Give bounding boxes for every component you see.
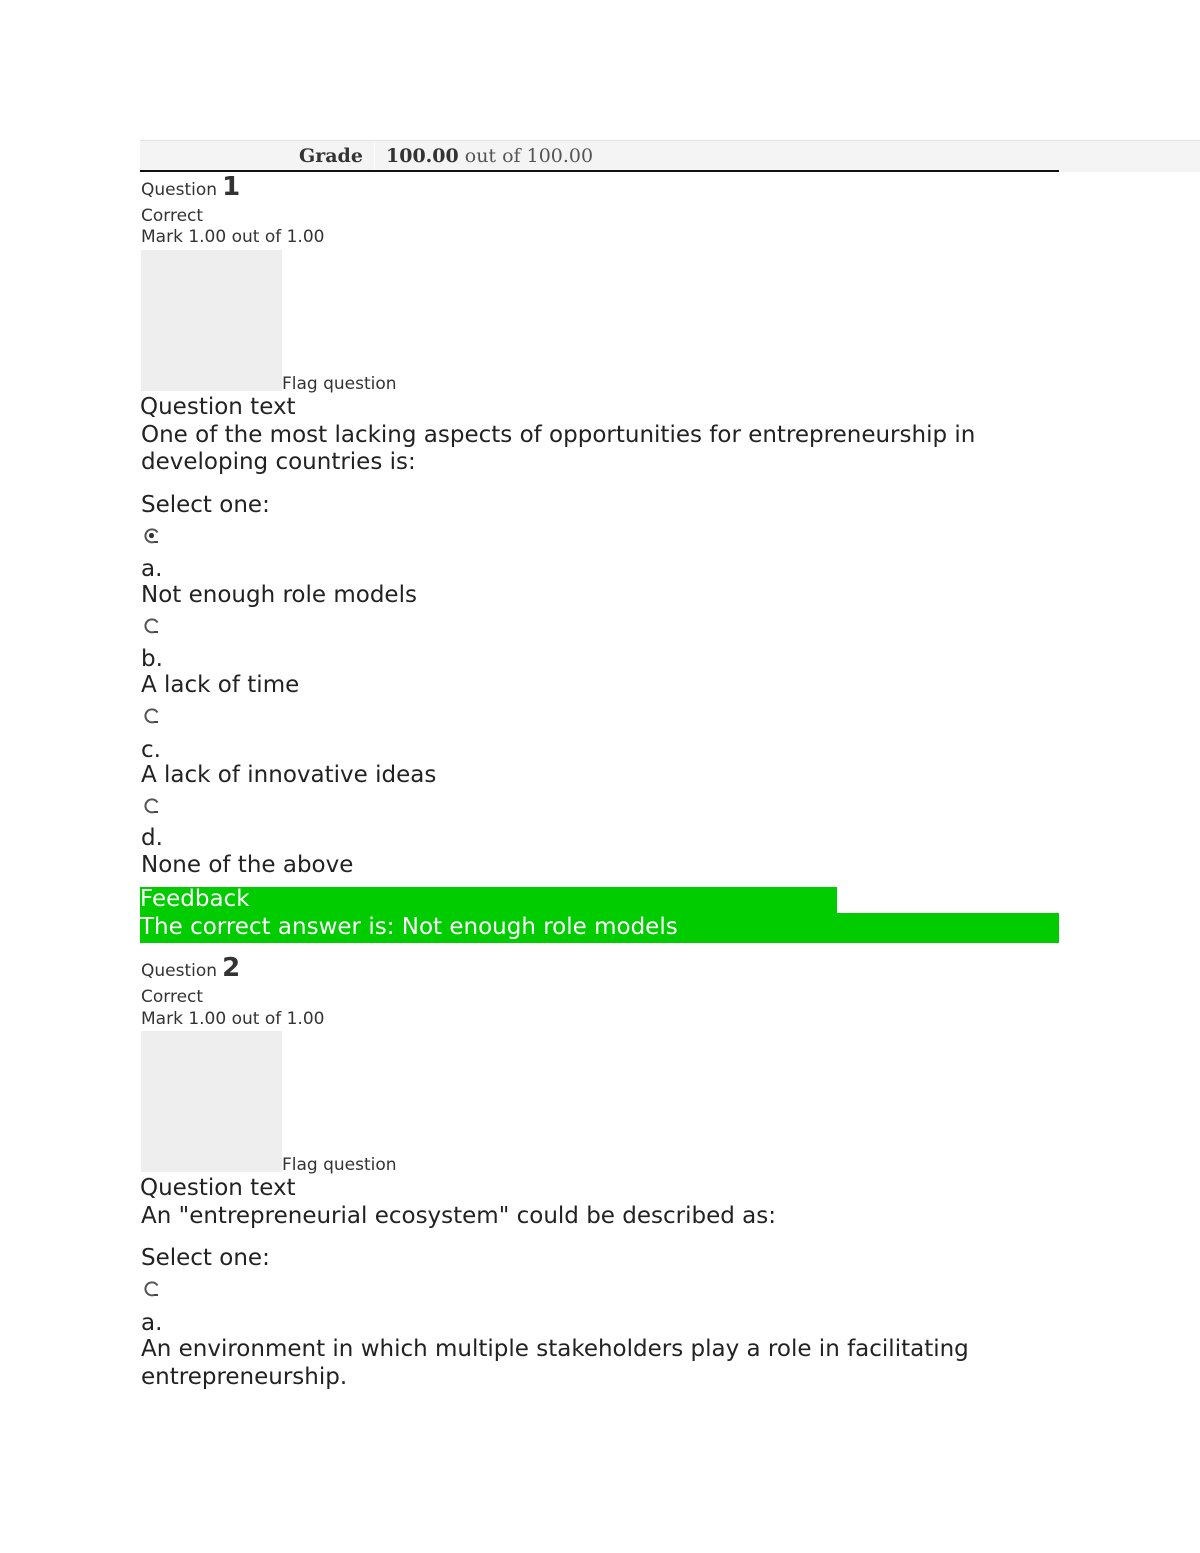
radio-icon[interactable] [143, 707, 160, 724]
question-2-text-heading: Question text [140, 1175, 296, 1201]
question-1-text-line-1: One of the most lacking aspects of opportunities for entrepreneurship in [141, 422, 976, 448]
question-2-prompt: Select one: [141, 1245, 270, 1271]
option-text-line-1[interactable]: An environment in which multiple stakeholders play a role in facilitating [141, 1336, 969, 1362]
question-1-mark: Mark 1.00 out of 1.00 [141, 227, 325, 247]
option-letter: a. [141, 556, 163, 582]
option-text-line-2[interactable]: entrepreneurship. [141, 1364, 348, 1390]
question-1-text-heading: Question text [140, 394, 296, 420]
question-2-flag-link[interactable]: Flag question [282, 1155, 397, 1175]
question-2-flag-image[interactable] [141, 1031, 282, 1172]
option-text[interactable]: Not enough role models [141, 582, 417, 608]
question-2-status: Correct [141, 987, 204, 1007]
question-1-status: Correct [141, 206, 204, 226]
grade-cell-divider [374, 143, 375, 169]
option-letter: b. [141, 646, 163, 672]
radio-icon[interactable] [143, 1280, 160, 1297]
option-text[interactable]: A lack of time [141, 672, 300, 698]
radio-icon[interactable] [143, 797, 160, 814]
question-number: 1 [222, 172, 241, 202]
grade-score: 100.00 [386, 145, 459, 167]
question-1-flag-image[interactable] [141, 250, 282, 391]
question-1-flag-link[interactable]: Flag question [282, 374, 397, 394]
grade-out-of: out of 100.00 [458, 145, 594, 167]
feedback-heading: Feedback [140, 886, 250, 912]
question-2-mark: Mark 1.00 out of 1.00 [141, 1009, 325, 1029]
feedback-text: The correct answer is: Not enough role models [140, 914, 678, 940]
question-label: Question [141, 961, 218, 981]
question-2-text-line-1: An "entrepreneurial ecosystem" could be described as: [141, 1203, 776, 1229]
option-text[interactable]: None of the above [141, 852, 354, 878]
grade-divider [140, 170, 1059, 172]
question-1-header [141, 172, 240, 202]
option-letter: d. [141, 825, 163, 851]
question-1-prompt: Select one: [141, 492, 270, 518]
question-2-header [141, 953, 240, 983]
question-number: 2 [222, 953, 241, 983]
question-1-text-line-2: developing countries is: [141, 449, 416, 475]
option-letter: a. [141, 1310, 163, 1336]
grade-label: Grade [299, 145, 363, 167]
option-letter: c. [141, 737, 161, 763]
grade-value [386, 145, 593, 167]
option-text[interactable]: A lack of innovative ideas [141, 762, 437, 788]
question-label: Question [141, 180, 218, 200]
radio-icon[interactable] [143, 617, 160, 634]
radio-selected-icon[interactable] [143, 527, 160, 544]
